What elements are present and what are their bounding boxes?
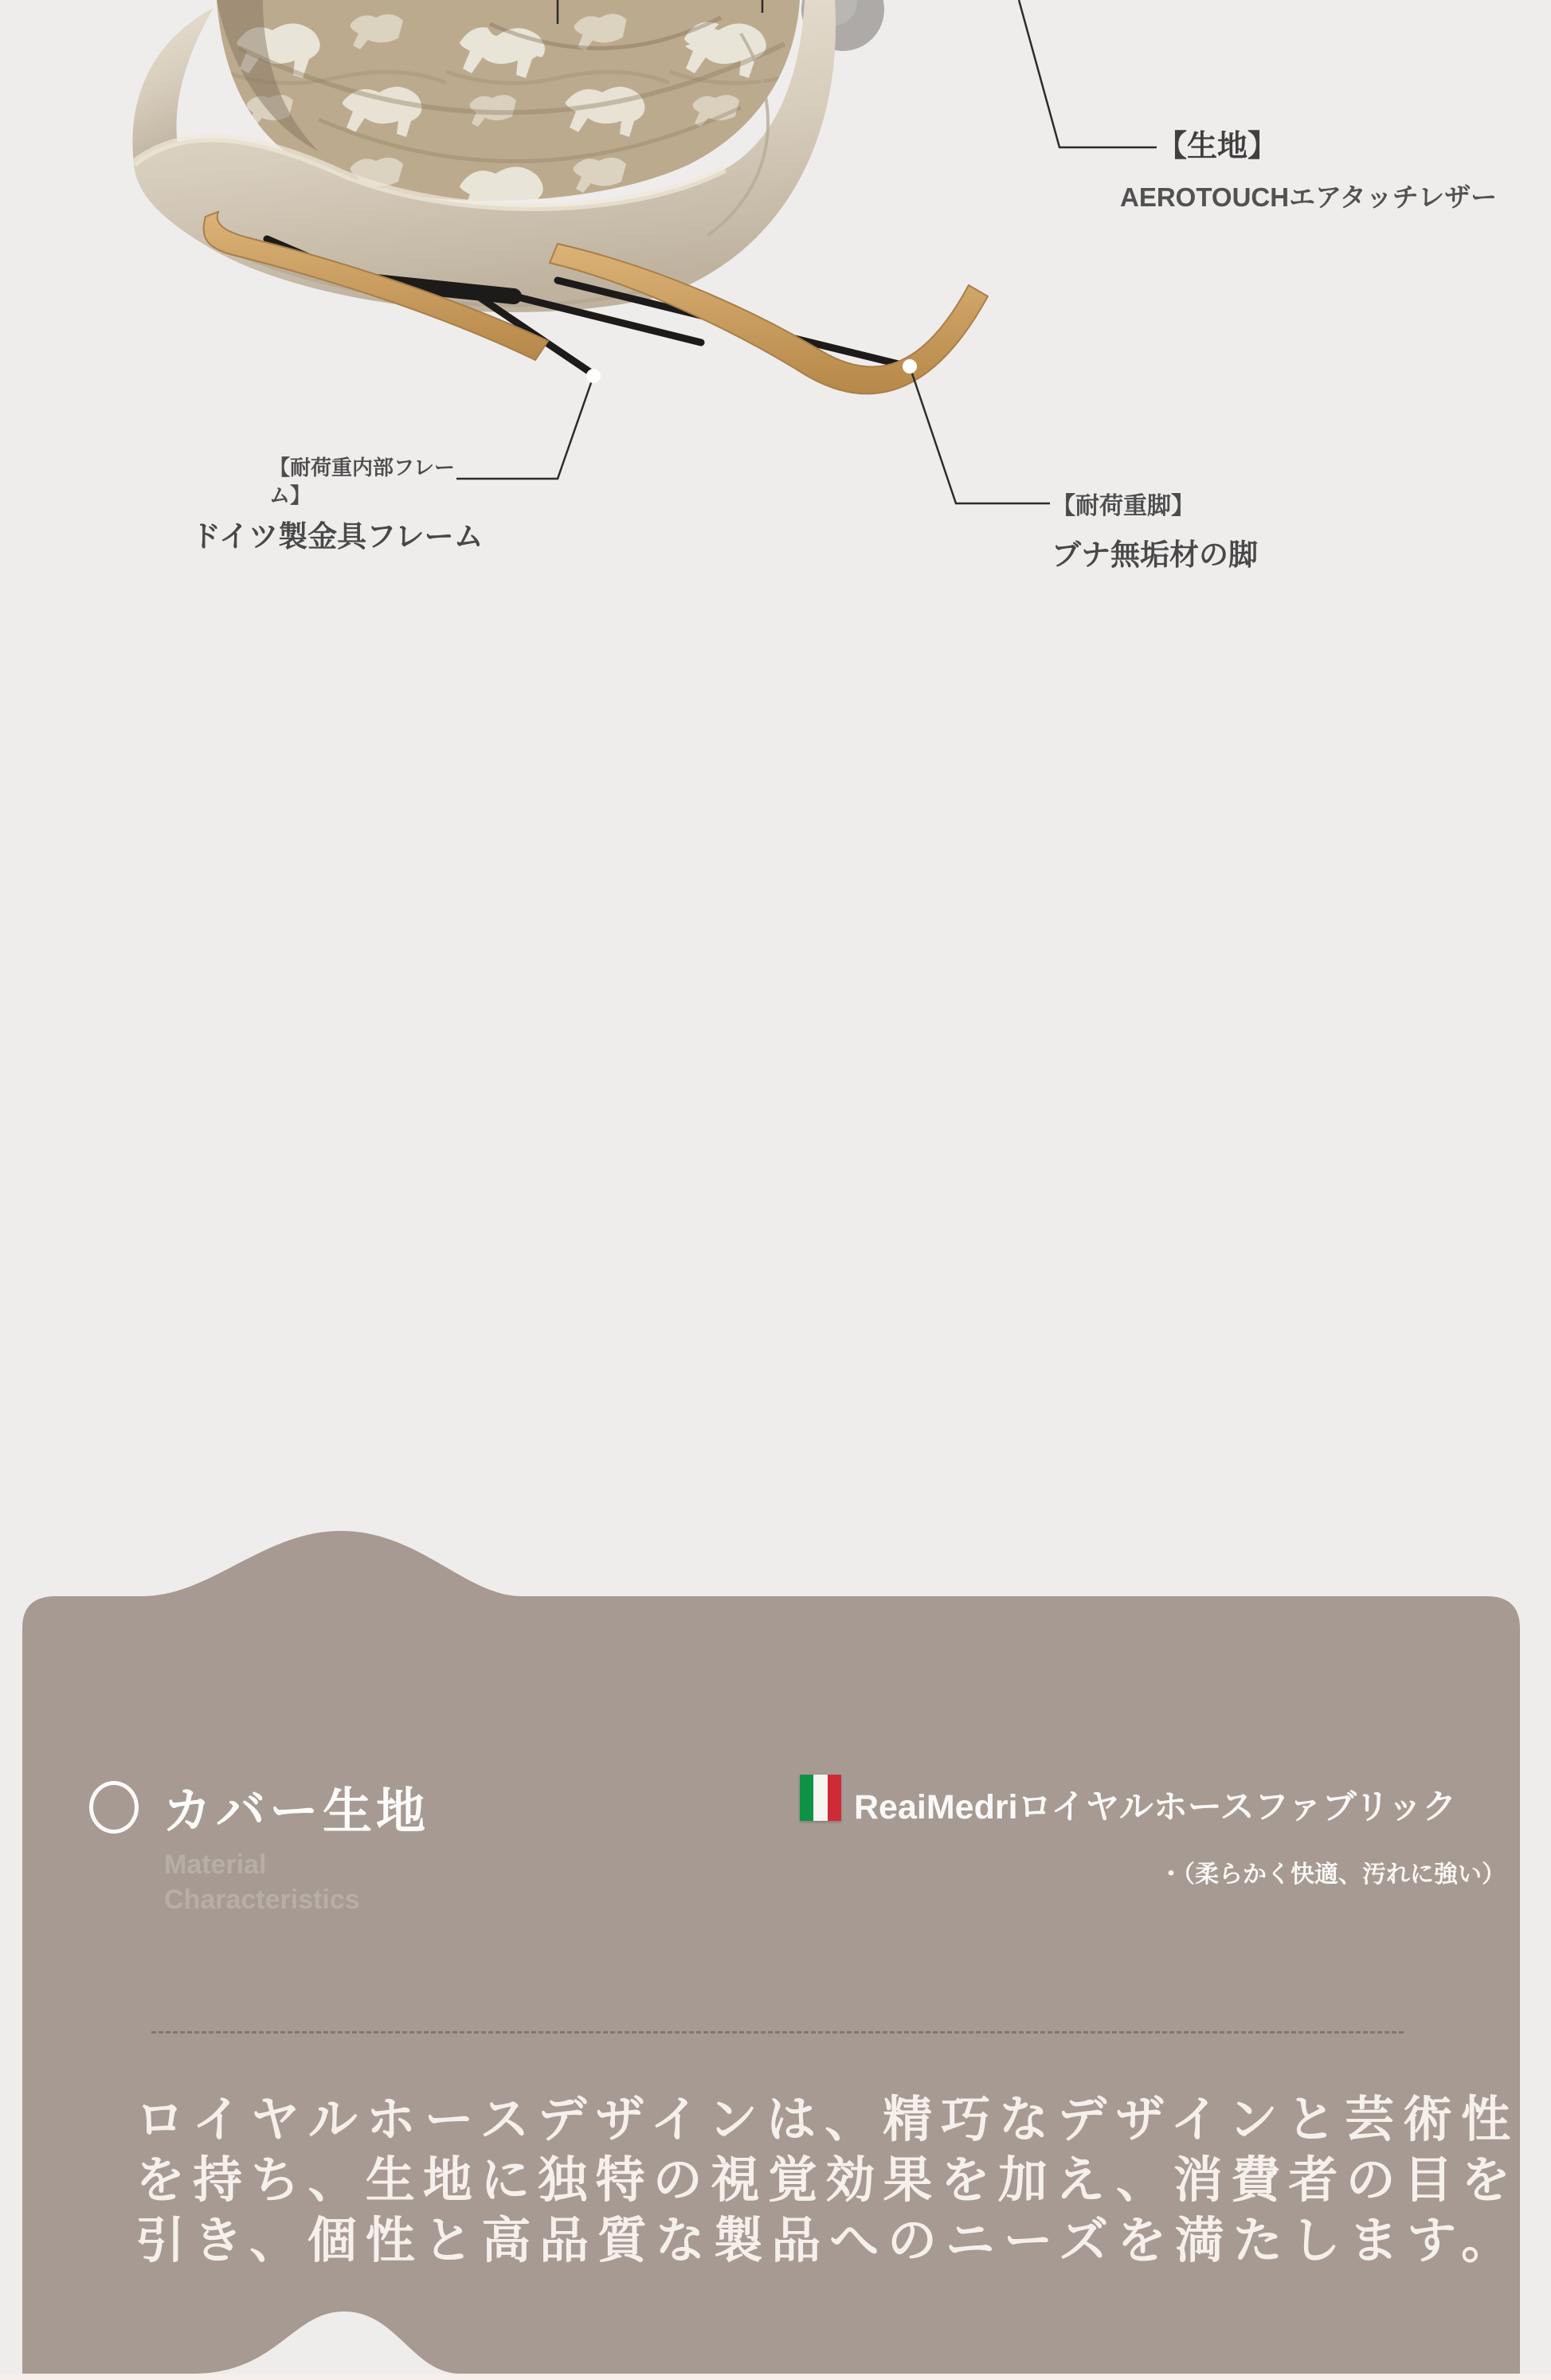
- fabric-brand-line: ReaiMedriロイヤルホースファブリック: [854, 1788, 1457, 1826]
- callout-line-legs: [910, 366, 1050, 503]
- product-photo-rocking-chair: [0, 0, 1551, 749]
- callout-frame-title: 【耐荷重内部フレーム】: [269, 456, 455, 508]
- flag-green-band: [800, 1775, 813, 1821]
- material-panel-section: [0, 749, 1551, 2268]
- paragraph-line-1: ロイヤルホースデザインは、精巧なデザインと芸術性: [135, 2092, 1510, 2147]
- fabric-note-line: ・（柔らかく快適、汚れに強い）: [1159, 1861, 1506, 1888]
- callout-frame-value: ドイツ製金具フレーム: [191, 520, 484, 553]
- panel-watermark-line2: Characteristics: [164, 1884, 360, 1915]
- callout-legs-title: 【耐荷重脚】: [1052, 493, 1195, 519]
- italy-flag-icon: [800, 1775, 841, 1821]
- fabric-description-paragraph: [135, 2090, 1510, 2272]
- callout-line-fabric: [1019, 0, 1157, 147]
- callout-line-frame: [456, 376, 593, 479]
- product-hero-section: [0, 0, 1551, 749]
- callout-legs-value: ブナ無垢材の脚: [1052, 538, 1258, 571]
- flag-red-band: [828, 1775, 841, 1821]
- flag-white-band: [813, 1775, 827, 1821]
- section-circle-icon: [89, 1781, 139, 1834]
- callout-fabric-title: 【生地】: [1157, 130, 1279, 163]
- panel-heading: カバー生地: [163, 1784, 430, 1839]
- panel-watermark: [164, 1848, 360, 1917]
- paragraph-line-3: 引き、個性と高品質な製品へのニーズを満たします。: [135, 2214, 1510, 2268]
- callout-anchor-dot-frame: [586, 369, 601, 383]
- paragraph-line-2: を持ち、生地に独特の視覚効果を加え、消費者の目を: [135, 2153, 1510, 2208]
- dashed-divider: [151, 2031, 1404, 2034]
- callout-fabric-value: AEROTOUCHエアタッチレザー: [1120, 182, 1498, 212]
- page-bottom-strip: [0, 2374, 1551, 2380]
- panel-watermark-line1: Material: [164, 1850, 267, 1880]
- callout-anchor-dot-legs: [903, 359, 917, 374]
